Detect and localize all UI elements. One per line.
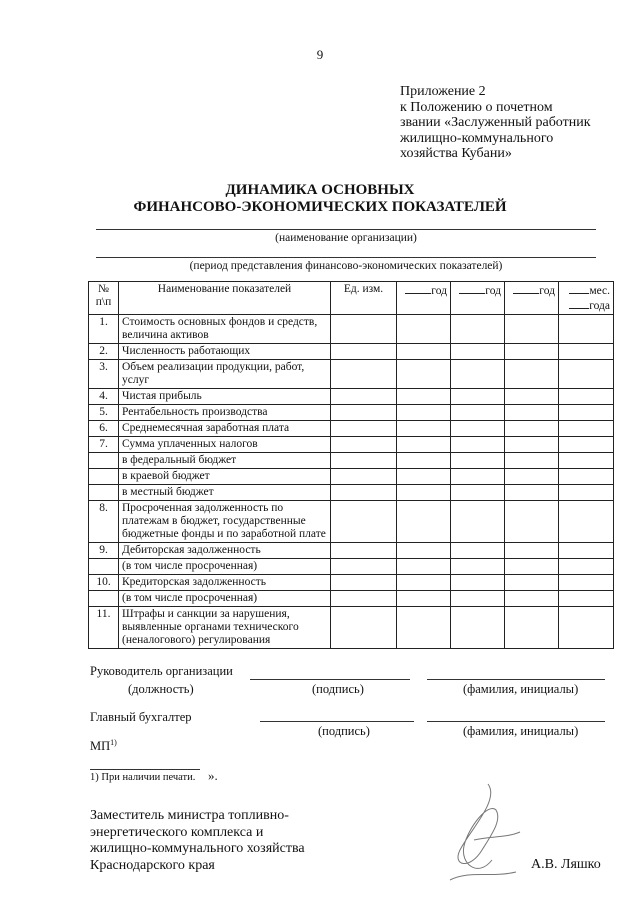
value-cell[interactable] (331, 559, 397, 575)
value-cell[interactable] (331, 344, 397, 360)
value-cell[interactable] (559, 501, 614, 543)
value-cell[interactable] (559, 389, 614, 405)
name-line (427, 721, 605, 722)
value-cell[interactable] (559, 421, 614, 437)
row-indicator-name: Чистая прибыль (119, 389, 331, 405)
value-cell[interactable] (559, 575, 614, 591)
row-number: 2. (89, 344, 119, 360)
signature-caption: (подпись) (318, 724, 370, 738)
year-label: год (431, 285, 447, 297)
value-cell[interactable] (331, 543, 397, 559)
value-cell[interactable] (451, 501, 505, 543)
value-cell[interactable] (559, 453, 614, 469)
year-label: год (485, 285, 501, 297)
name-line (427, 679, 605, 680)
name-caption: (фамилия, инициалы) (463, 682, 579, 696)
appendix-line: жилищно-коммунального (400, 130, 554, 146)
row-indicator-name: Стоимость основных фондов и средств, величина активов (119, 315, 331, 344)
value-cell[interactable] (505, 469, 559, 485)
value-cell[interactable] (559, 485, 614, 501)
row-indicator-name: (в том числе просроченная) (119, 559, 331, 575)
row-indicator-name: Среднемесячная заработная плата (119, 421, 331, 437)
value-cell[interactable] (505, 360, 559, 389)
table-row (89, 591, 614, 607)
value-cell[interactable] (451, 543, 505, 559)
value-cell[interactable] (451, 405, 505, 421)
appendix-line: Приложение 2 (400, 84, 486, 99)
value-cell[interactable] (331, 469, 397, 485)
value-cell[interactable] (397, 559, 451, 575)
header-year-3 (505, 282, 559, 315)
period-fill-line (96, 257, 596, 258)
row-number (89, 591, 119, 607)
value-cell[interactable] (505, 344, 559, 360)
table-row (89, 469, 614, 485)
value-cell[interactable] (559, 405, 614, 421)
value-cell[interactable] (559, 437, 614, 453)
value-cell[interactable] (505, 405, 559, 421)
value-cell[interactable] (451, 437, 505, 453)
signature-caption: (подпись) (312, 682, 364, 696)
value-cell[interactable] (331, 485, 397, 501)
value-cell[interactable] (331, 607, 397, 649)
value-cell[interactable] (451, 591, 505, 607)
value-cell[interactable] (505, 575, 559, 591)
header-number (89, 282, 119, 315)
deputy-minister-title (90, 808, 305, 874)
row-number: 3. (89, 360, 119, 389)
value-cell[interactable] (559, 315, 614, 344)
value-cell[interactable] (505, 543, 559, 559)
value-cell[interactable] (559, 607, 614, 649)
row-number: 7. (89, 437, 119, 453)
row-indicator-name: в краевой бюджет (119, 469, 331, 485)
value-cell[interactable] (331, 389, 397, 405)
months-year-label: года (589, 300, 610, 312)
value-cell[interactable] (505, 315, 559, 344)
row-number (89, 453, 119, 469)
value-cell[interactable] (505, 421, 559, 437)
row-number (89, 485, 119, 501)
indicators-table (88, 281, 614, 649)
value-cell[interactable] (559, 543, 614, 559)
page-number: 9 (316, 47, 324, 62)
row-number: 4. (89, 389, 119, 405)
table-row (89, 344, 614, 360)
header-unit: Ед. изм. (331, 282, 397, 315)
row-indicator-name: Объем реализации продукции, работ, услуг (119, 360, 331, 389)
year-blank (459, 283, 485, 294)
value-cell[interactable] (559, 559, 614, 575)
value-cell[interactable] (451, 559, 505, 575)
header-name: Наименование показателей (119, 282, 331, 315)
value-cell[interactable] (331, 575, 397, 591)
handwritten-signature (430, 780, 540, 890)
value-cell[interactable] (397, 485, 451, 501)
value-cell[interactable] (451, 453, 505, 469)
stamp-text: МП (90, 739, 111, 754)
value-cell[interactable] (559, 469, 614, 485)
value-cell[interactable] (331, 437, 397, 453)
value-cell[interactable] (397, 501, 451, 543)
deputy-line: Краснодарского края (90, 857, 215, 873)
value-cell[interactable] (331, 421, 397, 437)
value-cell[interactable] (397, 437, 451, 453)
name-caption: (фамилия, инициалы) (463, 724, 579, 738)
value-cell[interactable] (397, 389, 451, 405)
signature-line (250, 679, 410, 680)
year-label: год (539, 285, 555, 297)
value-cell[interactable] (559, 591, 614, 607)
appendix-line: хозяйства Кубани» (400, 146, 512, 161)
value-cell[interactable] (331, 591, 397, 607)
table-row (89, 607, 614, 649)
organization-fill-line (96, 229, 596, 230)
value-cell[interactable] (397, 453, 451, 469)
value-cell[interactable] (451, 421, 505, 437)
value-cell[interactable] (397, 543, 451, 559)
value-cell[interactable] (397, 344, 451, 360)
title-line-1: ДИНАМИКА ОСНОВНЫХ (225, 182, 415, 198)
row-indicator-name: Численность работающих (119, 344, 331, 360)
value-cell[interactable] (331, 315, 397, 344)
value-cell[interactable] (451, 485, 505, 501)
row-number: 5. (89, 405, 119, 421)
row-number: 6. (89, 421, 119, 437)
stamp-label (90, 738, 117, 754)
value-cell[interactable] (505, 389, 559, 405)
table-row (89, 453, 614, 469)
header-months (559, 282, 614, 315)
value-cell[interactable] (451, 315, 505, 344)
period-caption: (период представления финансово-экономических показателей) (189, 260, 503, 272)
organization-caption: (наименование организации) (275, 232, 417, 244)
value-cell[interactable] (397, 405, 451, 421)
table-row (89, 389, 614, 405)
table-row (89, 575, 614, 591)
value-cell[interactable] (331, 360, 397, 389)
months-label: мес. (589, 285, 610, 297)
deputy-line: жилищно-коммунального хозяйства (90, 841, 305, 856)
value-cell[interactable] (397, 360, 451, 389)
value-cell[interactable] (397, 421, 451, 437)
table-row (89, 543, 614, 559)
row-indicator-name: Рентабельность производства (119, 405, 331, 421)
value-cell[interactable] (451, 575, 505, 591)
table-row (89, 405, 614, 421)
appendix-line: звании «Заслуженный работник (400, 115, 591, 130)
accountant-label: Главный бухгалтер (90, 710, 192, 724)
value-cell[interactable] (451, 360, 505, 389)
value-cell[interactable] (505, 607, 559, 649)
table-row (89, 485, 614, 501)
value-cell[interactable] (505, 437, 559, 453)
table-row (89, 360, 614, 389)
value-cell[interactable] (451, 469, 505, 485)
deputy-line: энергетического комплекса и (90, 824, 264, 840)
value-cell[interactable] (505, 453, 559, 469)
row-number: 9. (89, 543, 119, 559)
value-cell[interactable] (451, 344, 505, 360)
signer-name: А.В. Ляшко (531, 857, 601, 872)
value-cell[interactable] (397, 607, 451, 649)
value-cell[interactable] (451, 607, 505, 649)
value-cell[interactable] (331, 453, 397, 469)
value-cell[interactable] (331, 501, 397, 543)
table-row (89, 501, 614, 543)
value-cell[interactable] (559, 360, 614, 389)
row-number: 10. (89, 575, 119, 591)
value-cell[interactable] (397, 575, 451, 591)
value-cell[interactable] (505, 591, 559, 607)
signature-line (260, 721, 414, 722)
stamp-footnote-mark: 1) (110, 738, 117, 747)
row-number (89, 559, 119, 575)
header-number-line: № (98, 283, 109, 295)
footnote-text: 1) При наличии печати. (90, 772, 196, 783)
value-cell[interactable] (397, 469, 451, 485)
value-cell[interactable] (559, 344, 614, 360)
deputy-line: Заместитель министра топливно- (90, 808, 289, 823)
row-indicator-name: Кредиторская задолженность (119, 575, 331, 591)
year-blank (405, 283, 431, 294)
header-year-2 (451, 282, 505, 315)
year-blank (569, 298, 589, 309)
row-indicator-name: Сумма уплаченных налогов (119, 437, 331, 453)
row-indicator-name: Просроченная задолженность по платежам в бюджет, государственные бюджетные фонды и по заработной плате (119, 501, 331, 543)
value-cell[interactable] (451, 389, 505, 405)
row-number: 8. (89, 501, 119, 543)
row-indicator-name: в федеральный бюджет (119, 453, 331, 469)
row-indicator-name: Штрафы и санкции за нарушения, выявленные органами технического (неналогового) регулирования (119, 607, 331, 649)
row-indicator-name: Дебиторская задолженность (119, 543, 331, 559)
table-row (89, 421, 614, 437)
value-cell[interactable] (331, 405, 397, 421)
position-caption: (должность) (128, 682, 194, 696)
row-number (89, 469, 119, 485)
value-cell[interactable] (505, 485, 559, 501)
table-row (89, 559, 614, 575)
table-row (89, 315, 614, 344)
title-line-2: ФИНАНСОВО-ЭКОНОМИЧЕСКИХ ПОКАЗАТЕЛЕЙ (133, 199, 507, 215)
header-number-line: п\п (95, 296, 112, 308)
month-blank (569, 283, 589, 294)
value-cell[interactable] (505, 501, 559, 543)
head-label: Руководитель организации (90, 664, 233, 678)
row-number: 11. (89, 607, 119, 649)
value-cell[interactable] (397, 591, 451, 607)
footnote (90, 768, 218, 784)
header-year-1 (397, 282, 451, 315)
row-number: 1. (89, 315, 119, 344)
footnote-closing: ». (207, 768, 218, 783)
table-header-row (89, 282, 614, 315)
appendix-note (400, 84, 591, 162)
year-blank (513, 283, 539, 294)
table-row (89, 437, 614, 453)
document-title (0, 182, 640, 216)
appendix-line: к Положению о почетном (400, 99, 553, 115)
value-cell[interactable] (505, 559, 559, 575)
row-indicator-name: (в том числе просроченная) (119, 591, 331, 607)
value-cell[interactable] (397, 315, 451, 344)
row-indicator-name: в местный бюджет (119, 485, 331, 501)
